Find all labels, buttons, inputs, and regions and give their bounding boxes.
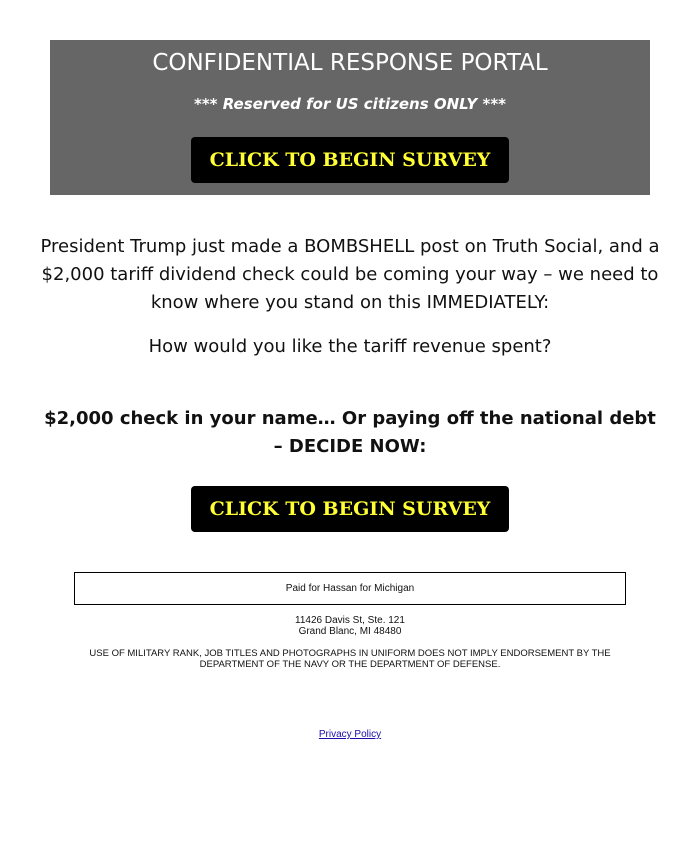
page-title: CONFIDENTIAL RESPONSE PORTAL [152, 50, 548, 76]
address-line-2: Grand Blanc, MI 48480 [298, 626, 402, 637]
begin-survey-button-bottom[interactable]: CLICK TO BEGIN SURVEY [191, 486, 509, 532]
intro-text: President Trump just made a BOMBSHELL post on Truth Social, and a $2,000 tariff dividend check could be coming your way – we need to know where you stand on this IMMEDIATELY: [40, 236, 660, 313]
address-line-1: 11426 Davis St, Ste. 121 [295, 615, 405, 626]
privacy-container [0, 729, 700, 741]
address-block [0, 615, 700, 637]
header-subtitle: *** Reserved for US citizens ONLY *** [193, 95, 507, 113]
endorsement-disclaimer: USE OF MILITARY RANK, JOB TITLES AND PHOTOGRAPHS IN UNIFORM DOES NOT IMPLY ENDORSEMENT BY THE DEPARTMENT OF THE NAVY OR THE DEPARTMENT OF DEFENSE. [89, 648, 611, 670]
survey-question: How would you like the tariff revenue spent? [148, 336, 552, 357]
paid-for-disclaimer: Paid for Hassan for Michigan [74, 572, 626, 605]
begin-survey-button-top[interactable]: CLICK TO BEGIN SURVEY [191, 137, 509, 183]
decide-prompt: $2,000 check in your name… Or paying off the national debt – DECIDE NOW: [44, 408, 656, 457]
privacy-policy-link[interactable]: Privacy Policy [318, 729, 382, 740]
